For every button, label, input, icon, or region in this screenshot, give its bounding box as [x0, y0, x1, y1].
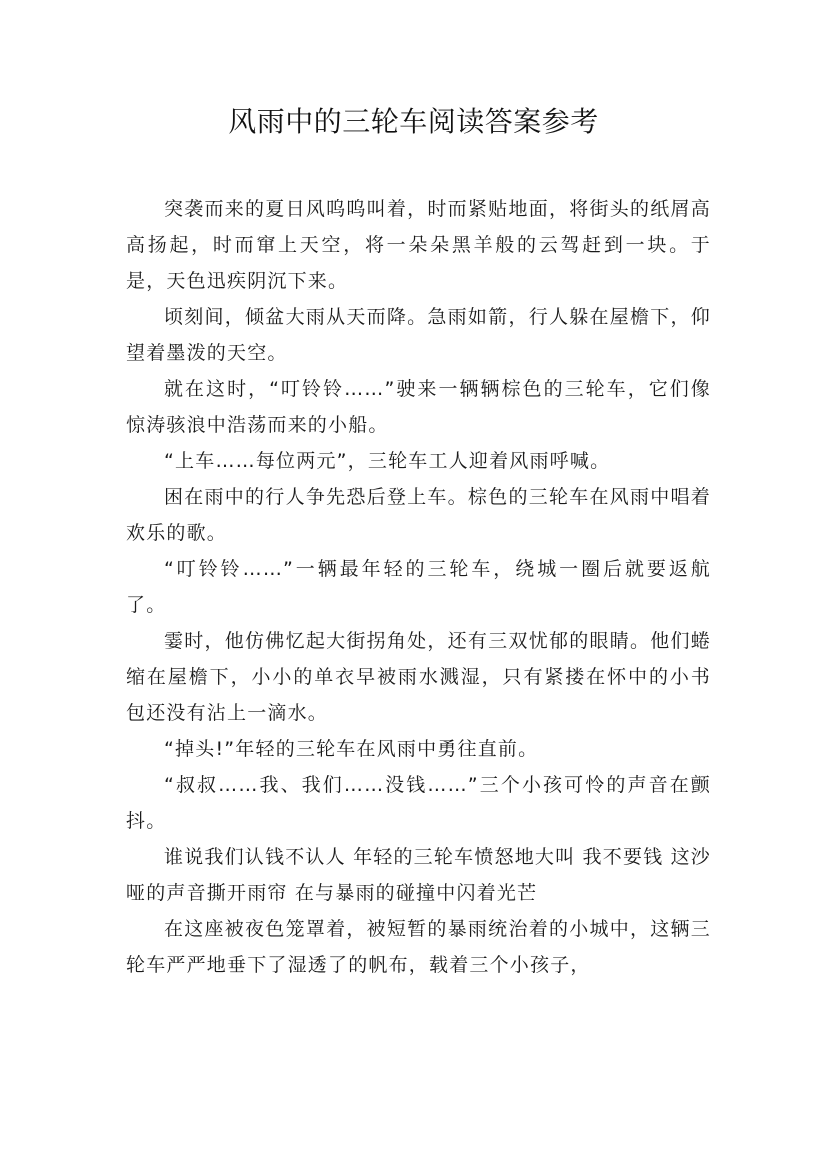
paragraph: 困在雨中的行人争先恐后登上车。棕色的三轮车在风雨中唱着欢乐的歌。 [126, 486, 711, 544]
paragraph: 谁说我们认钱不认人 年轻的三轮车愤怒地大叫 我不要钱 这沙哑的声音撕开雨帘 在与暴雨的碰撞中闪着光芒 [126, 846, 711, 904]
paragraph: 顷刻间，倾盆大雨从天而降。急雨如箭，行人躲在屋檐下，仰望着墨泼的天空。 [126, 306, 711, 364]
paragraph: “叮铃铃……”一辆最年轻的三轮车，绕城一圈后就要返航了。 [126, 558, 711, 616]
paragraph: 就在这时，“叮铃铃……”驶来一辆辆棕色的三轮车，它们像惊涛骇浪中浩荡而来的小船。 [126, 378, 711, 436]
paragraph: “掉头!”年轻的三轮车在风雨中勇往直前。 [164, 738, 539, 760]
paragraph: “上车……每位两元”，三轮车工人迎着风雨呼喊。 [164, 450, 611, 472]
document-body [126, 191, 711, 983]
document-title: 风雨中的三轮车阅读答案参考 [228, 105, 599, 138]
paragraph: “叔叔……我、我们……没钱……”三个小孩可怜的声音在颤抖。 [126, 774, 711, 832]
paragraph: 在这座被夜色笼罩着，被短暂的暴雨统治着的小城中，这辆三轮车严严地垂下了湿透了的帆布，载着三个小孩子， [126, 918, 711, 976]
paragraph: 突袭而来的夏日风呜呜叫着，时而紧贴地面，将街头的纸屑高高扬起，时而窜上天空，将一朵朵黑羊般的云驾赶到一块。于是，天色迅疾阴沉下来。 [126, 198, 711, 292]
paragraph: 霎时，他仿佛忆起大街拐角处，还有三双忧郁的眼睛。他们蜷缩在屋檐下，小小的单衣早被雨水溅湿，只有紧搂在怀中的小书包还没有沾上一滴水。 [126, 630, 711, 724]
